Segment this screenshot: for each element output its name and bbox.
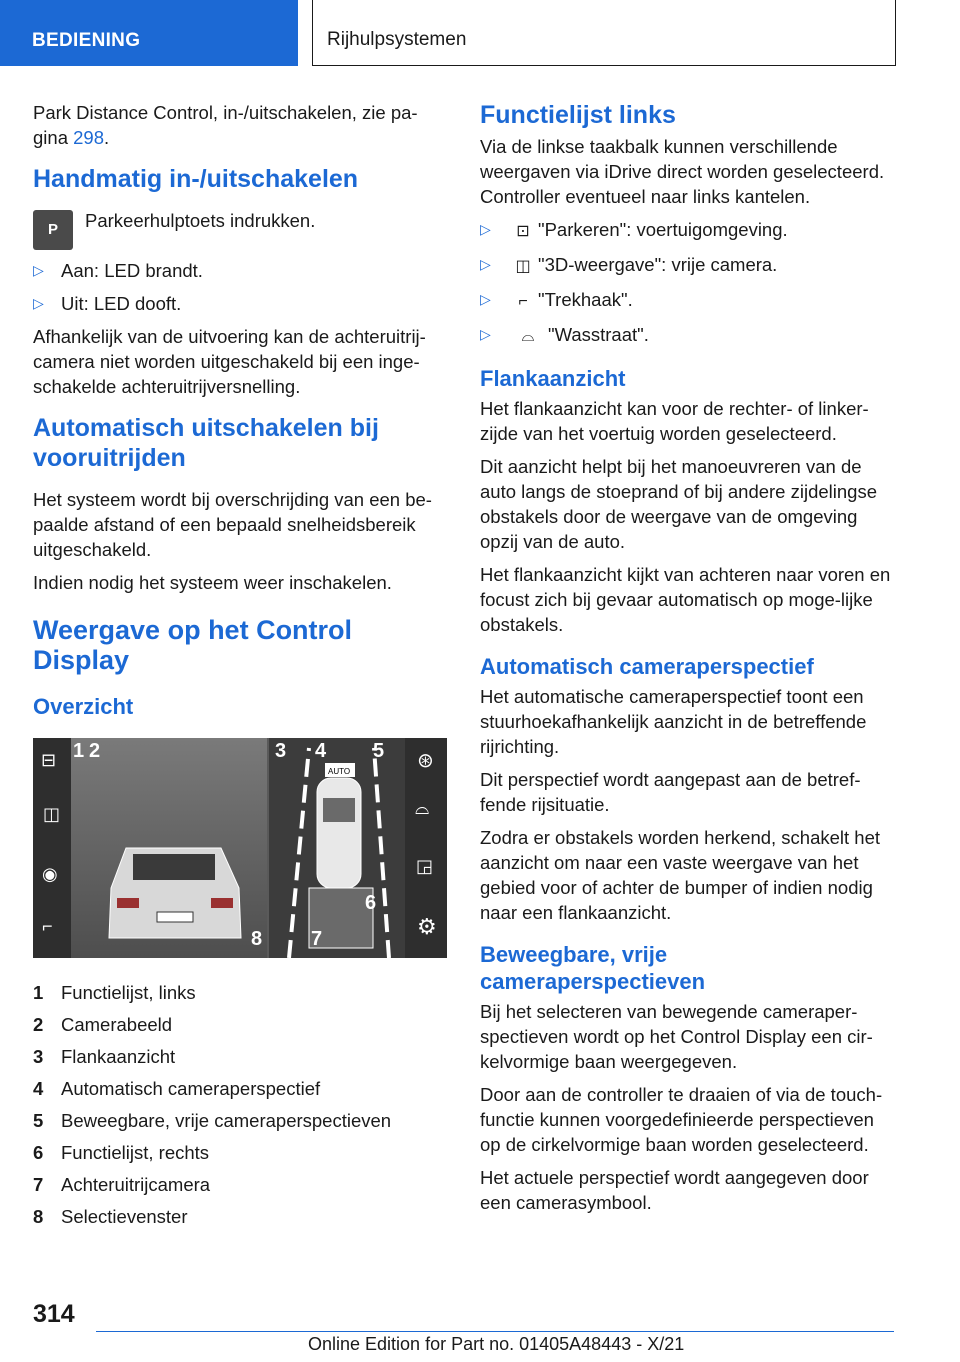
triangle-bullet-icon: ▷ <box>480 291 491 307</box>
auto-perspective-paragraph-3: Zodra er obstakels worden herkend, schakelt het aanzicht om naar een vaste weergave van het gebied voor of achter de bumper of indien nodig naar een flankaanzicht. <box>480 827 881 923</box>
list-item: ▷ Uit: LED dooft. <box>33 293 182 314</box>
gear-icon: ⚙ <box>417 914 437 939</box>
legend-item: 3 Flankaanzicht <box>33 1046 176 1067</box>
button-instruction-text: Parkeerhulptoets indrukken. <box>85 210 316 231</box>
list-item: ▷ ⌐ "Trekhaak". <box>480 287 898 314</box>
rear-car-illustration <box>71 738 267 958</box>
heading-auto-perspective: Automatisch cameraperspectief <box>480 654 814 679</box>
led-status-list <box>33 258 451 316</box>
heading-flank-view: Flankaanzicht <box>480 366 626 391</box>
free-perspective-paragraph-2: Door aan de controller te draaien of via de touch-functie kunnen voorgedefinieerde perspectieven op de cirkelvormige baan worden geselecteerd. <box>480 1084 883 1155</box>
flank-paragraph-2: Dit aanzicht helpt bij het manoeuvreren van de auto langs de stoeprand of bij andere zijdelingse obstakels door de weergave van de omgeving opzij van de auto. <box>480 456 878 552</box>
function-list-items <box>480 217 898 349</box>
page-link-298[interactable]: 298 <box>73 127 104 148</box>
function-list-left-paragraph: Via de linkse taakbalk kunnen verschillende weergaven via iDrive direct worden geselecteerd. Controller eventueel naar links kantelen. <box>480 136 885 207</box>
list-item: ▷ ⌓ "Wasstraat". <box>480 322 898 349</box>
legend-item: 5 Beweegbare, vrije cameraperspectieven <box>33 1110 392 1131</box>
figure-label-6: 6 <box>365 892 377 914</box>
figure-legend <box>33 980 451 1229</box>
chapter-title: Rijhulpsystemen <box>312 0 896 66</box>
flank-paragraph-1: Het flankaanzicht kan voor de rechter- of linker-zijde van het voertuig worden geselecteerd. <box>480 398 869 444</box>
heading-function-list-left: Functielijst links <box>480 101 676 129</box>
parking-car-icon: ⊟ <box>41 750 57 770</box>
camera-settings-icon: ◲ <box>416 856 434 876</box>
footer-edition: Online Edition for Part no. 01405A48443 - X/21 <box>308 1334 685 1354</box>
top-view-image <box>269 738 405 958</box>
function-list-left-panel <box>33 738 71 958</box>
right-column <box>480 100 898 1223</box>
section-title: BEDIENING <box>0 0 298 66</box>
triangle-bullet-icon: ▷ <box>480 326 491 342</box>
figure-label-7: 7 <box>311 928 323 950</box>
free-perspective-paragraph-3: Het actuele perspectief wordt aangegeven door een camerasymbool. <box>480 1167 869 1213</box>
triangle-bullet-icon: ▷ <box>33 262 44 278</box>
legend-item: 1 Functielijst, links <box>33 982 196 1003</box>
car-side-icon: ⌓ <box>415 798 430 818</box>
figure-label-4: 4 <box>315 740 327 762</box>
heading-auto-off: Automatisch uitschakelen bij vooruitrijden <box>33 414 379 472</box>
parking-assist-button-icon: P <box>33 210 73 250</box>
figure-label-8: 8 <box>251 928 263 950</box>
auto-perspective-paragraph-1: Het automatische cameraperspectief toont een stuurhoekafhankelijk aanzicht in de betreffende rijrichting. <box>480 686 867 757</box>
flank-paragraph-3: Het flankaanzicht kijkt van achteren naar voren en focust zich bij gevaar automatisch op moge-lijke obstakels. <box>480 564 891 635</box>
car-wash-icon: ⌓ <box>521 328 535 345</box>
heading-overview: Overzicht <box>33 694 134 719</box>
camera-view-icon: ◉ <box>42 864 58 884</box>
list-item: ▷ Aan: LED brandt. <box>33 260 203 281</box>
legend-item: 2 Camerabeeld <box>33 1014 173 1035</box>
3d-view-icon: ◫ <box>43 804 61 824</box>
figure-label-2: 2 <box>89 740 101 762</box>
legend-item: 8 Selectievenster <box>33 1206 188 1227</box>
control-display-figure <box>33 738 447 958</box>
heading-manual-toggle: Handmatig in-/uitschakelen <box>33 165 359 193</box>
trailer-hitch-icon: ⌐ <box>42 916 53 936</box>
figure-label-5: 5 <box>373 740 385 762</box>
left-column <box>33 100 451 1236</box>
triangle-bullet-icon: ▷ <box>480 256 491 272</box>
list-item: ▷ ◫ "3D-weergave": vrije camera. <box>480 252 898 279</box>
camera-note-paragraph: Afhankelijk van de uitvoering kan de achteruitrij-camera niet worden uitgeschakeld bij een inge-schakelde achteruitrijversnelling. <box>33 326 426 397</box>
figure-label-3: 3 <box>275 740 287 762</box>
auto-perspective-paragraph-2: Dit perspectief wordt aangepast aan de betref-fende rijsituatie. <box>480 769 861 815</box>
triangle-bullet-icon: ▷ <box>480 221 491 237</box>
list-item: ▷ ⊡ "Parkeren": voertuigomgeving. <box>480 217 898 244</box>
trailer-hitch-icon: ⌐ <box>518 293 528 310</box>
page-header <box>0 0 960 66</box>
top-view-illustration <box>269 738 405 958</box>
auto-badge: AUTO <box>328 767 351 776</box>
auto-off-paragraph-1: Het systeem wordt bij overschrijding van een be-paalde afstand of een bepaald snelheidsbereik uitgeschakeld. <box>33 489 432 560</box>
parking-icon: ⊡ <box>516 223 530 240</box>
heading-free-perspectives: Beweegbare, vrije cameraperspectieven <box>480 942 706 994</box>
free-perspective-paragraph-1: Bij het selecteren van bewegende cameraper-spectieven wordt op het Control Display een cir-kelvormige baan weergegeven. <box>480 1001 873 1072</box>
page-number: 314 <box>33 1300 75 1328</box>
legend-item: 6 Functielijst, rechts <box>33 1142 210 1163</box>
heading-control-display: Weergave op het Control Display <box>33 615 353 675</box>
function-list-right-panel <box>405 738 447 958</box>
legend-item: 4 Automatisch cameraperspectief <box>33 1078 321 1099</box>
figure-label-1: 1 <box>73 740 85 762</box>
triangle-bullet-icon: ▷ <box>33 295 44 311</box>
intro-paragraph: Park Distance Control, in-/uitschakelen, zie pa-gina 298. <box>33 102 418 148</box>
auto-off-paragraph-2: Indien nodig het systeem weer inschakelen. <box>33 572 392 593</box>
footer-divider <box>96 1331 894 1332</box>
steering-wheel-icon: ⊛ <box>417 750 434 772</box>
rear-car-camera-image <box>71 738 267 958</box>
3d-view-icon: ◫ <box>515 258 531 275</box>
parking-button-instruction <box>33 208 451 250</box>
legend-item: 7 Achteruitrijcamera <box>33 1174 211 1195</box>
